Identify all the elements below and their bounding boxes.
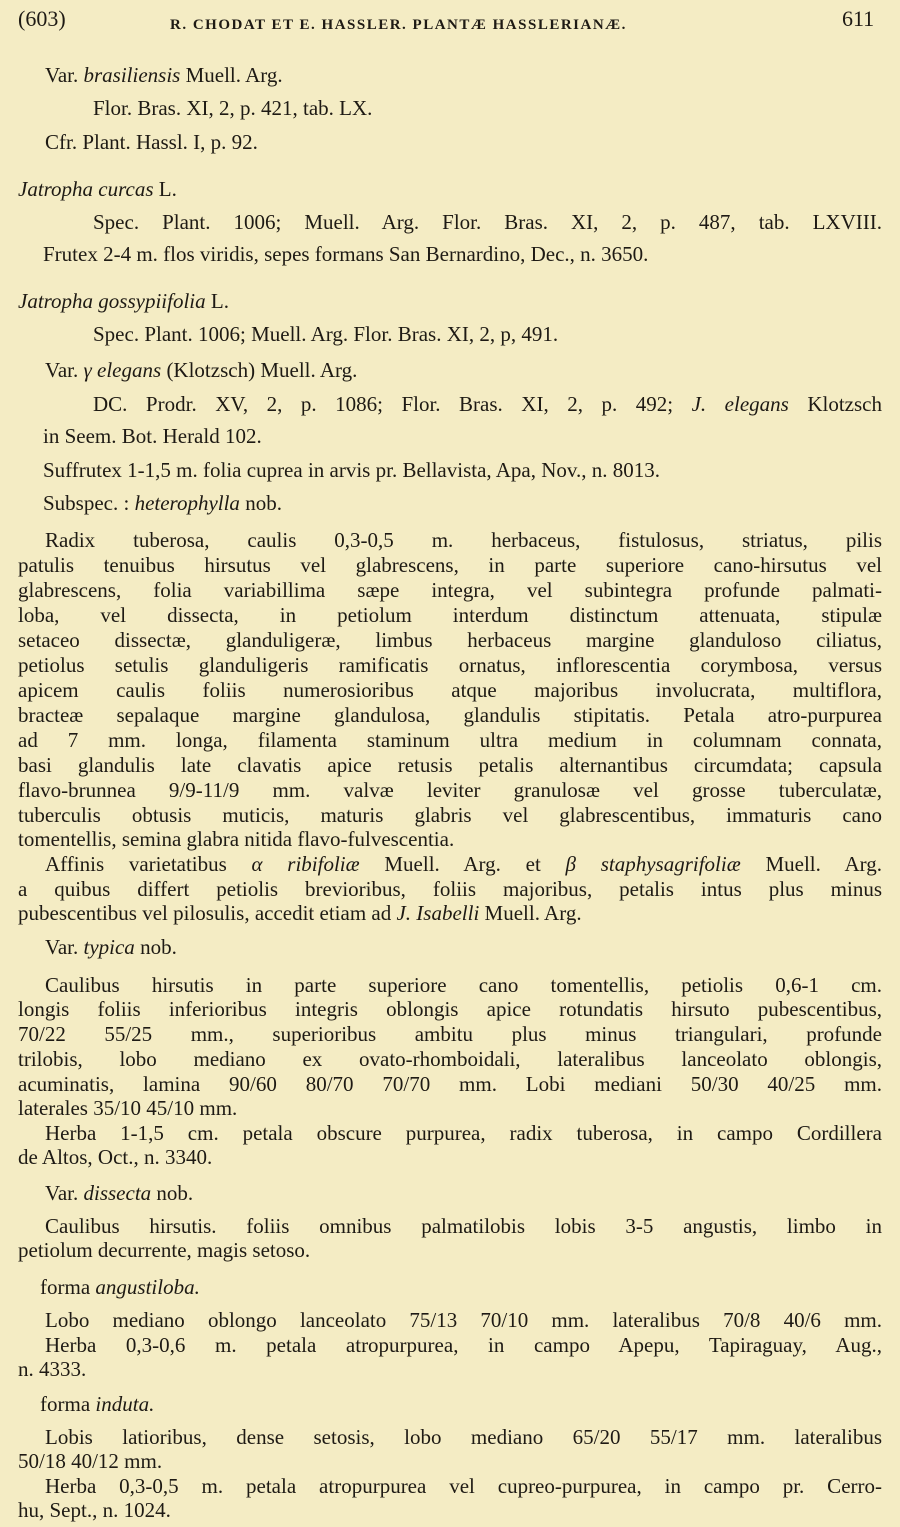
text-line [18,752,882,778]
italic-taxon-name: γ elegans [83,358,162,382]
text-line [93,209,882,235]
text-segment: Frutex 2-4 m. flos viridis, sepes formans San Bernardino, Dec., n. 3650. [43,242,649,266]
text-line [45,1332,882,1358]
left-page-number: (603) [18,6,66,31]
text-line [18,602,882,628]
text-segment: L. [153,177,177,201]
text-line [45,934,177,960]
text-line [18,826,454,852]
text-line [18,1448,162,1474]
text-segment: a quibus differt petiolis brevioribus, foliis majoribus, petalis intus plus minus [18,877,882,901]
text-segment: laterales 35/10 45/10 mm. [18,1096,238,1120]
text-segment: Herba 0,3-0,6 m. petala atropurpurea, in campo Apepu, Tapiraguay, Aug., [45,1333,882,1357]
text-line [43,423,262,449]
text-segment: Cfr. Plant. Hassl. I, p. 92. [45,130,258,154]
italic-taxon-name: J. elegans [691,392,789,416]
text-segment: Herba 0,3-0,5 m. petala atropurpurea vel cupreo-purpurea, in campo pr. Cerro- [45,1474,882,1498]
text-segment: Var. [45,63,84,87]
italic-taxon-name: Jatropha gossypiifolia [18,289,206,313]
text-segment: petiolum decurrente, magis setoso. [18,1238,311,1262]
text-segment: DC. Prodr. XV, 2, p. 1086; Flor. Bras. XI, 2, p. 492; [93,392,692,416]
text-segment: setaceo dissectæ, glanduligeræ, limbus herbaceus margine glanduloso ciliatus, [18,628,882,652]
text-segment: Muell. Arg. [740,852,882,876]
text-line [18,176,177,202]
text-segment: Caulibus hirsutis. foliis omnibus palmatilobis lobis 3-5 angustis, limbo in [45,1214,882,1238]
page-number: 611 [842,6,875,31]
text-segment: L. [205,289,229,313]
text-segment: Lobo mediano oblongo lanceolato 75/13 70/10 mm. lateralibus 70/8 40/6 mm. [45,1308,882,1332]
text-line [45,972,882,998]
italic-taxon-name: β staphysagrifoliæ [565,852,741,876]
italic-taxon-name: heterophylla [134,491,240,515]
italic-taxon-name: brasiliensis [83,63,181,87]
text-line [93,391,882,417]
text-segment: nob. [151,1181,194,1205]
italic-taxon-name: Jatropha curcas [18,177,154,201]
text-line [18,652,882,678]
text-segment: nob. [134,935,177,959]
text-segment: Klotzsch [788,392,882,416]
text-segment: Muell. Arg. [479,901,582,925]
text-segment: Radix tuberosa, caulis 0,3-0,5 m. herbaceus, fistulosus, striatus, pilis [45,528,882,552]
text-segment: in Seem. Bot. Herald 102. [43,424,262,448]
text-line [18,288,229,314]
italic-taxon-name: typica [83,935,135,959]
text-segment: Herba 1-1,5 cm. petala obscure purpurea, radix tuberosa, in campo Cordillera [45,1121,882,1145]
text-line [43,241,648,267]
italic-taxon-name: dissecta [83,1181,152,1205]
text-segment: acuminatis, lamina 90/60 80/70 70/70 mm. Lobi mediani 50/30 40/25 mm. [18,1072,882,1096]
text-segment: Muell. Arg. et [359,852,566,876]
text-line [18,627,882,653]
text-segment: Suffrutex 1-1,5 m. folia cuprea in arvis pr. Bellavista, Apa, Nov., n. 8013. [43,458,661,482]
text-segment: bracteæ sepalaque margine glandulosa, glandulis stipitatis. Petala atro-purpurea [18,703,882,727]
text-line [45,1180,193,1206]
text-segment: pubescentibus vel pilosulis, accedit etiam ad [18,901,397,925]
text-segment: tuberculis obtusis muticis, maturis glabris vel glabrescentibus, immaturis cano [18,803,882,827]
text-line [45,1424,882,1450]
text-segment: nob. [239,491,282,515]
text-line [18,802,882,828]
text-line [18,900,582,926]
text-segment: n. 4333. [18,1357,87,1381]
text-line [18,1497,171,1523]
text-line [18,1021,882,1047]
text-line [18,1356,86,1382]
text-line [18,777,882,803]
text-line [45,1473,882,1499]
italic-taxon-name: α ribifoliæ [251,852,360,876]
text-line [18,1095,237,1121]
text-line [93,95,372,121]
text-segment: Spec. Plant. 1006; Muell. Arg. Flor. Bras. XI, 2, p. 487, tab. LXVIII. [93,210,882,234]
text-line [45,1120,882,1146]
text-line [45,357,357,383]
text-segment: 50/18 40/12 mm. [18,1449,163,1473]
text-line [18,1046,882,1072]
text-segment: glabrescens, folia variabillima sæpe integra, vel subintegra profunde palmati- [18,578,882,602]
text-segment: loba, vel dissecta, in petiolum interdum distinctum attenuata, stipulæ [18,603,882,627]
text-line [18,702,882,728]
running-title: R. CHODAT ET E. HASSLER. PLANTÆ HASSLERIANÆ. [170,17,627,33]
text-line [40,1391,154,1417]
text-line [45,1213,882,1239]
text-segment: patulis tenuibus hirsutus vel glabrescens, in parte superiore cano-hirsutus vel [18,553,882,577]
text-segment: forma [40,1392,96,1416]
text-line [40,1274,200,1300]
italic-taxon-name: J. Isabelli [396,901,480,925]
text-segment: longis foliis inferioribus integris oblongis apice rotundatis hirsuto pubescentibus, [18,997,882,1021]
text-segment: Affinis varietatibus [45,852,252,876]
text-segment: forma [40,1275,96,1299]
text-line [18,876,882,902]
text-line [18,996,882,1022]
italic-taxon-name: angustiloba. [95,1275,200,1299]
text-segment: Lobis latioribus, dense setosis, lobo mediano 65/20 55/17 mm. lateralibus [45,1425,882,1449]
text-line [45,851,882,877]
text-segment: Var. [45,1181,84,1205]
text-segment: petiolus setulis glanduligeris ramificatis ornatus, inflorescentia corymbosa, versus [18,653,882,677]
text-segment: 70/22 55/25 mm., superioribus ambitu plus minus triangulari, profunde [18,1022,882,1046]
text-segment: de Altos, Oct., n. 3340. [18,1145,213,1169]
text-line [18,677,882,703]
text-line [43,457,660,483]
text-line [18,727,882,753]
text-segment: trilobis, lobo mediano ex ovato-rhomboidali, lateralibus lanceolato oblongis, [18,1047,882,1071]
text-line [45,62,283,88]
text-segment: Var. [45,935,84,959]
text-segment: (Klotzsch) Muell. Arg. [161,358,358,382]
text-line [18,552,882,578]
text-segment: Caulibus hirsutis in parte superiore cano tomentellis, petiolis 0,6-1 cm. [45,973,882,997]
text-line [43,490,282,516]
text-segment: flavo-brunnea 9/9-11/9 mm. valvæ leviter granulosæ vel grosse tuberculatæ, [18,778,882,802]
text-segment: apicem caulis foliis numerosioribus atque majoribus involucrata, multiflora, [18,678,882,702]
text-segment: basi glandulis late clavatis apice retusis petalis alternantibus circumdata; capsula [18,753,882,777]
text-segment: Var. [45,358,84,382]
text-line [45,527,882,553]
italic-taxon-name: induta. [95,1392,155,1416]
text-segment: Muell. Arg. [180,63,283,87]
text-segment: Subspec. : [43,491,135,515]
text-segment: hu, Sept., n. 1024. [18,1498,171,1522]
text-segment: Flor. Bras. XI, 2, p. 421, tab. LX. [93,96,373,120]
text-line [18,1237,310,1263]
text-line [18,1144,212,1170]
text-line [45,129,258,155]
text-line [18,1071,882,1097]
text-segment: tomentellis, semina glabra nitida flavo-fulvescentia. [18,827,455,851]
text-line [18,577,882,603]
text-segment: ad 7 mm. longa, filamenta staminum ultra medium in columnam connata, [18,728,882,752]
text-segment: Spec. Plant. 1006; Muell. Arg. Flor. Bras. XI, 2, p, 491. [93,322,559,346]
text-line [93,321,558,347]
text-line [45,1307,882,1333]
